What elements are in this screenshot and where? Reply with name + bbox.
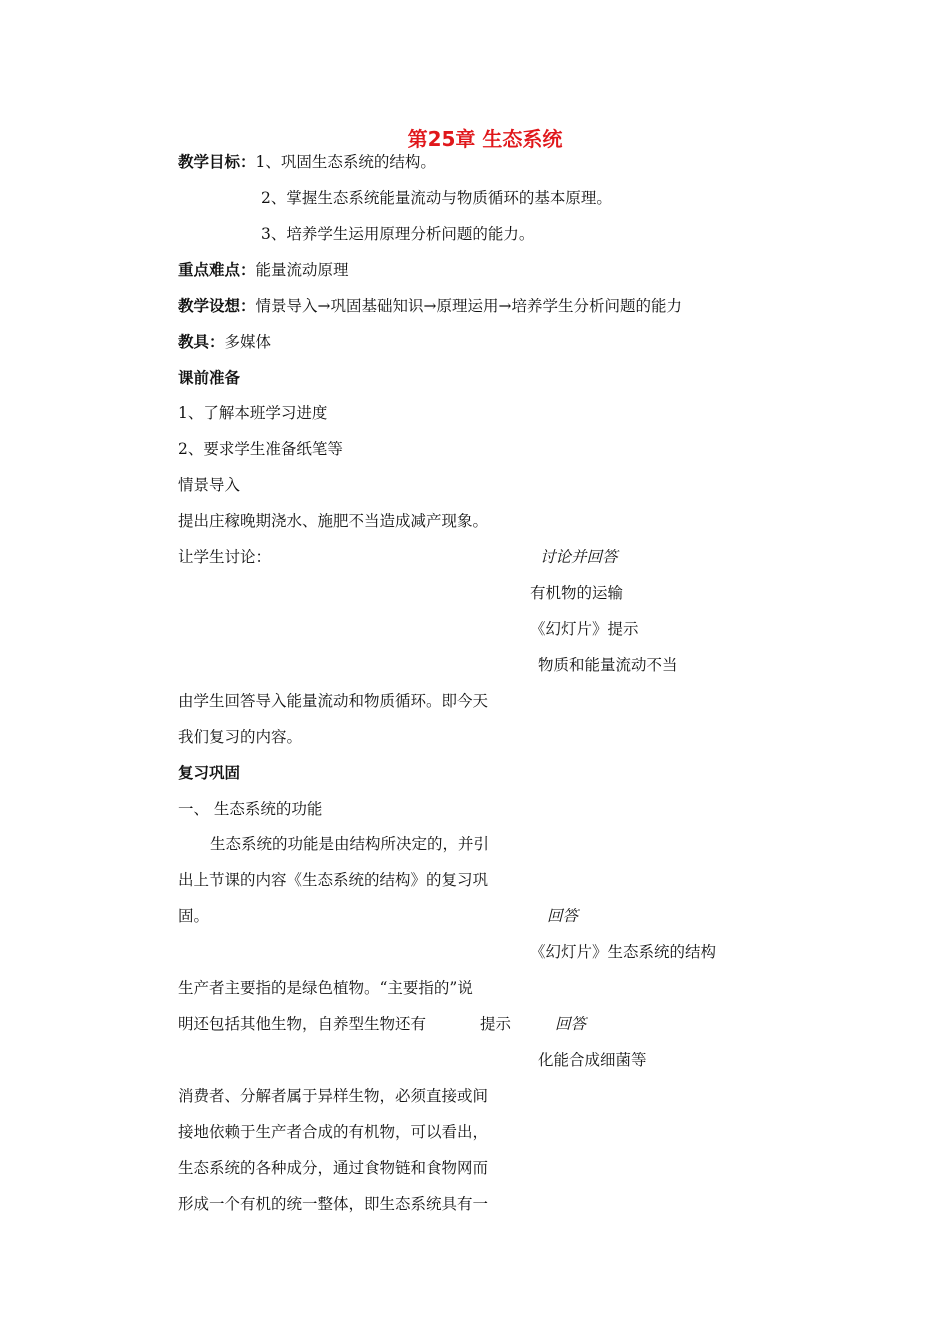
intro-heading: 情景导入 xyxy=(178,476,241,494)
key-point-label: 重点难点： xyxy=(178,261,256,279)
paragraph-line: 生态系统的各种成分，通过食物链和食物网而 xyxy=(178,1159,489,1177)
objective-item: 2、掌握生态系统能量流动与物质循环的基本原理。 xyxy=(261,189,612,207)
improper-flow: 物质和能量流动不当 xyxy=(538,656,678,674)
paragraph-line: 接地依赖于生产者合成的有机物，可以看出， xyxy=(178,1123,489,1141)
page-title: 第25章 生态系统 xyxy=(407,127,563,151)
tools-value: 多媒体 xyxy=(224,333,272,351)
answer-note: 回答 xyxy=(555,1015,587,1033)
paragraph-line: 明还包括其他生物，自养型生物还有 xyxy=(178,1015,427,1033)
tools-row xyxy=(178,331,271,353)
objectives-label: 教学目标： xyxy=(178,153,256,171)
chemo-note: 化能合成细菌等 xyxy=(538,1051,647,1069)
discuss-text: 让学生讨论： xyxy=(178,548,272,566)
organic-transport: 有机物的运输 xyxy=(530,584,624,602)
answer-note: 回答 xyxy=(547,907,579,925)
design-value: 情景导入→巩固基础知识→原理运用→培养学生分析问题的能力 xyxy=(255,297,682,315)
lead-line: 由学生回答导入能量流动和物质循环。即今天 xyxy=(178,692,489,710)
prep-item: 2、要求学生准备纸笔等 xyxy=(178,440,343,458)
design-row xyxy=(178,295,682,317)
discuss-answer: 讨论并回答 xyxy=(540,548,618,566)
intro-text: 提出庄稼晚期浇水、施肥不当造成减产现象。 xyxy=(178,512,489,530)
paragraph-line: 消费者、分解者属于异样生物，必须直接或间 xyxy=(178,1087,489,1105)
paragraph-line: 生产者主要指的是绿色植物。“主要指的”说 xyxy=(178,979,473,997)
objective-item: 1、巩固生态系统的结构。 xyxy=(255,153,436,171)
slide-hint: 《幻灯片》提示 xyxy=(530,620,639,638)
prep-item: 1、了解本班学习进度 xyxy=(178,404,328,422)
key-point-value: 能量流动原理 xyxy=(255,261,349,279)
objective-item: 3、培养学生运用原理分析问题的能力。 xyxy=(261,225,535,243)
objectives-row-1 xyxy=(178,151,436,173)
prep-heading: 课前准备 xyxy=(178,369,241,387)
review-heading: 复习巩固 xyxy=(178,764,241,782)
paragraph-line: 固。 xyxy=(178,907,210,925)
paragraph-line: 形成一个有机的统一整体，即生态系统具有一 xyxy=(178,1195,489,1213)
section-heading: 一、 生态系统的功能 xyxy=(178,800,323,818)
key-point-row xyxy=(178,259,349,281)
lead-line: 我们复习的内容。 xyxy=(178,728,303,746)
paragraph-line: 出上节课的内容《生态系统的结构》的复习巩 xyxy=(178,871,489,889)
design-label: 教学设想： xyxy=(178,297,256,315)
hint-note: 提示 xyxy=(480,1015,512,1033)
slide-structure: 《幻灯片》生态系统的结构 xyxy=(530,943,717,961)
tools-label: 教具： xyxy=(178,333,225,351)
paragraph-line: 生态系统的功能是由结构所决定的，并引 xyxy=(210,835,490,853)
